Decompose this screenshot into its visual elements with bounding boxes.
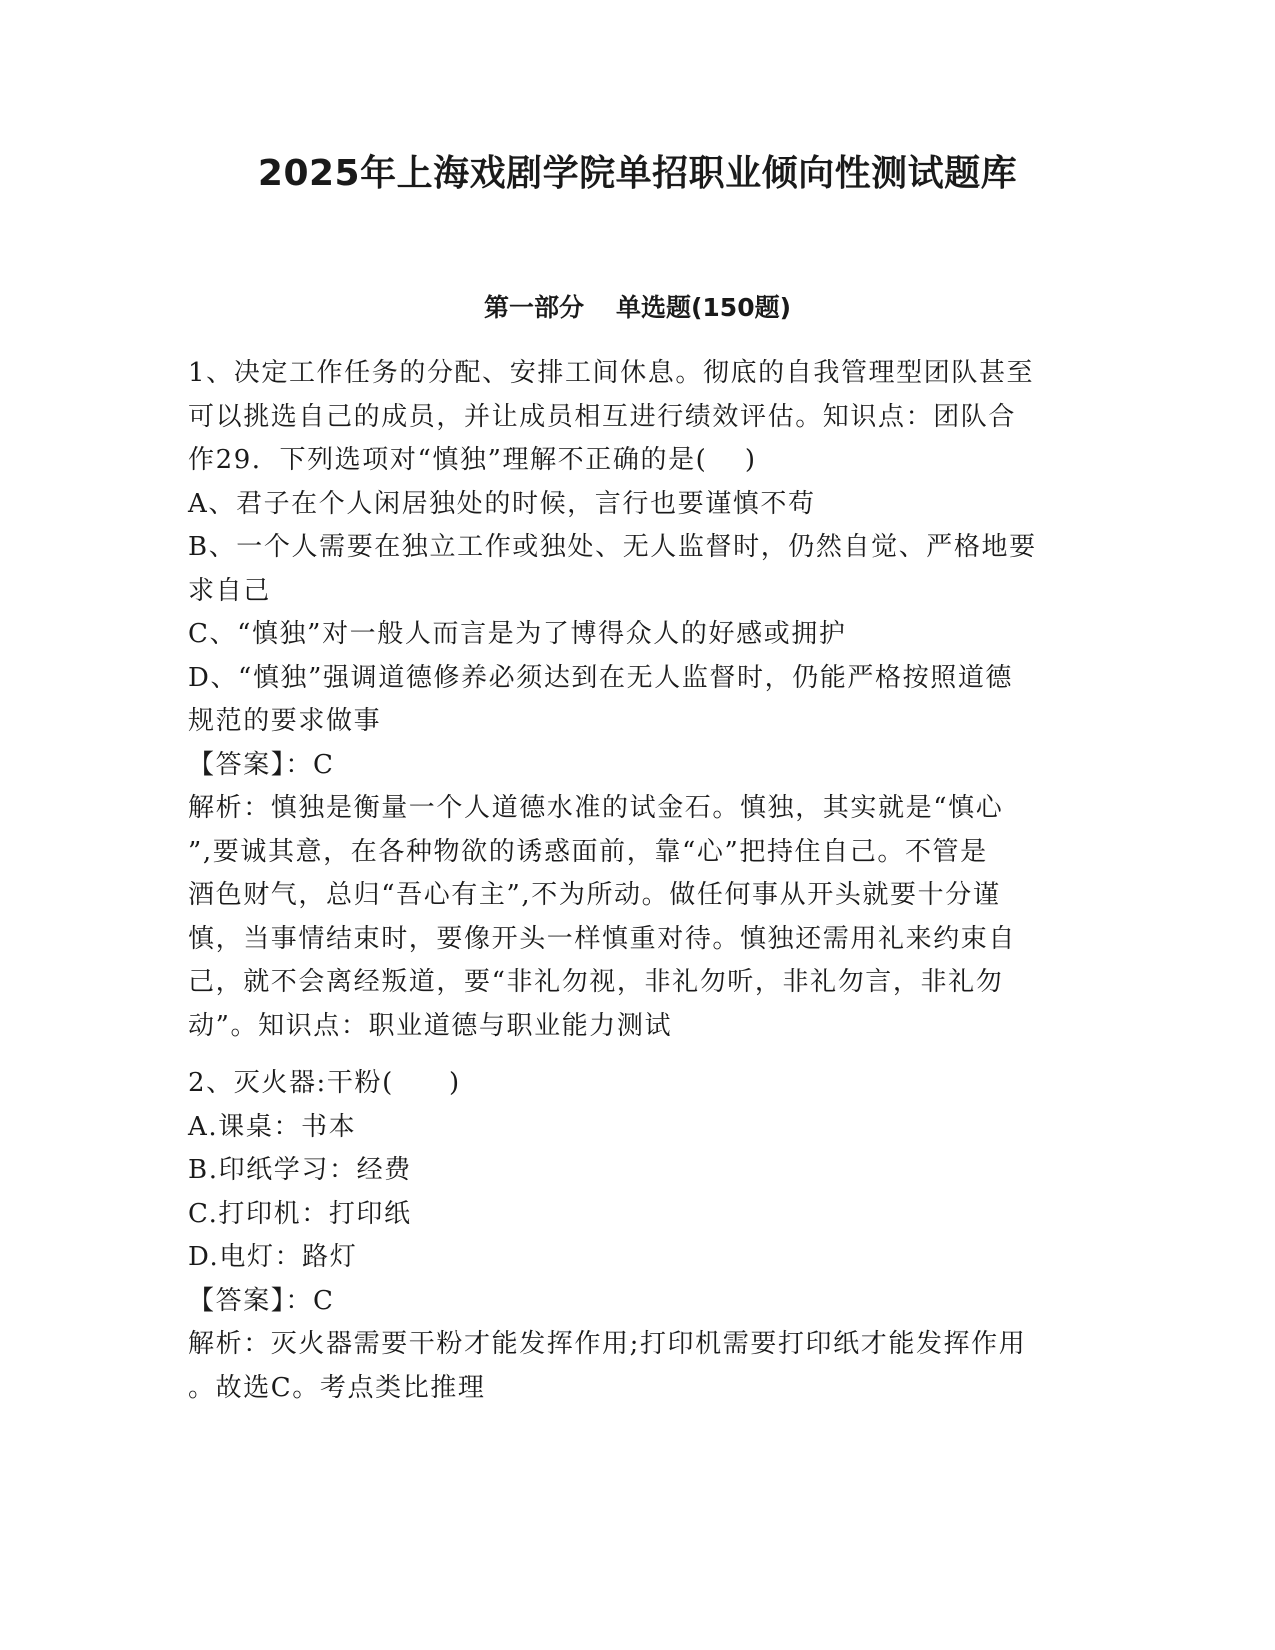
analysis-line: 解析：慎独是衡量一个人道德水准的试金石。慎独，其实就是“慎心 [188,793,1004,823]
option-line: B.印纸学习：经费 [188,1155,412,1185]
option-line: C.打印机：打印纸 [188,1198,412,1229]
option-line: D、“慎独”强调道德修养必须达到在无人监督时，仍能严格按照道德 [188,662,1014,693]
option-line: 求自己 [188,575,271,606]
analysis-line: 解析：灭火器需要干粉才能发挥作用;打印机需要打印纸才能发挥作用 [188,1329,1027,1359]
option-line: C、“慎独”对一般人而言是为了博得众人的好感或拥护 [188,619,847,649]
analysis-line: 动”。知识点：职业道德与职业能力测试 [188,1010,673,1041]
option-line: A、君子在个人闲居独处的时候，言行也要谨慎不苟 [188,488,816,519]
section-heading [0,288,1275,328]
question-2 [188,1062,1088,1410]
analysis-line: ”,要诚其意，在各种物欲的诱惑面前，靠“心”把持住自己。不管是 [188,836,988,867]
analysis-line: 酒色财气，总归“吾心有主”,不为所动。做任何事从开头就要十分谨 [188,880,1001,910]
question-stem-line: 2、灭火器:干粉( ) [188,1068,461,1098]
section-name-label: 单选题(150题) [615,293,792,322]
answer-line: 【答案】：C [188,1285,335,1316]
option-line: 规范的要求做事 [188,706,382,736]
question-1 [188,352,1088,1048]
analysis-line: 。故选C。考点类比推理 [188,1372,486,1403]
section-part-label: 第一部分 [483,293,584,322]
analysis-line: 慎，当事情结束时，要像开头一样慎重对待。慎独还需用礼来约束自 [188,923,1017,954]
option-line: A.课桌：书本 [188,1111,357,1142]
question-stem-line: 作29．下列选项对“慎独”理解不正确的是( ) [188,445,757,475]
document-title: 2025年上海戏剧学院单招职业倾向性测试题库 [257,153,1018,194]
option-line: B、一个人需要在独立工作或独处、无人监督时，仍然自觉、严格地要 [188,532,1037,562]
answer-line: 【答案】：C [188,749,335,780]
analysis-line: 己，就不会离经叛道，要“非礼勿视，非礼勿听，非礼勿言，非礼勿 [188,967,1004,997]
question-stem-line: 可以挑选自己的成员，并让成员相互进行绩效评估。知识点：团队合 [188,401,1017,432]
option-line: D.电灯：路灯 [188,1242,358,1272]
question-list [188,352,1088,1410]
question-stem-line: 1、决定工作任务的分配、安排工间休息。彻底的自我管理型团队甚至 [188,358,1035,388]
